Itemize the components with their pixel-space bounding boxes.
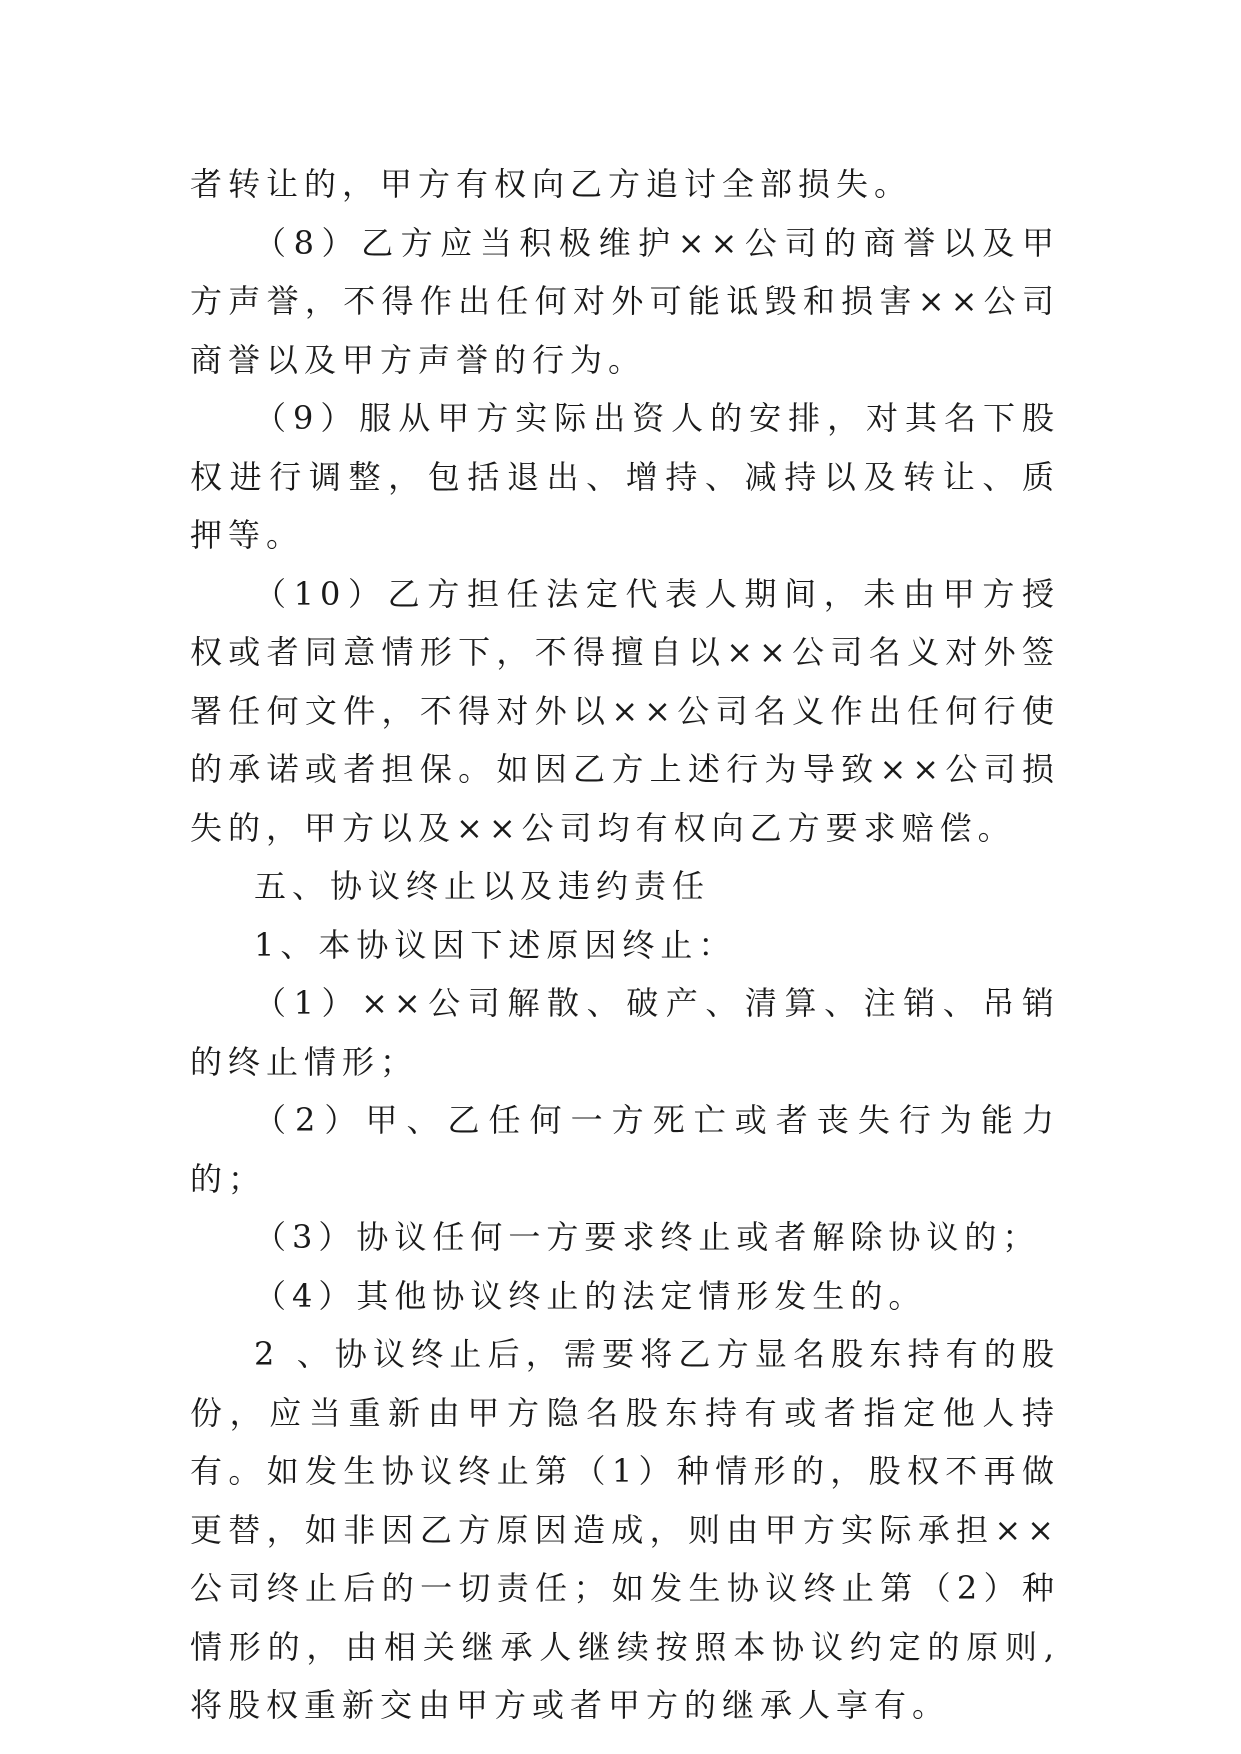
- paragraph-reason-4: （4）其他协议终止的法定情形发生的。: [254, 1276, 927, 1315]
- paragraph-termination-reasons: 1、本协议因下述原因终止：: [254, 925, 737, 964]
- paragraph-reason-3: （3）协议任何一方要求终止或者解除协议的；: [254, 1218, 1041, 1256]
- document-body: [190, 155, 1060, 1735]
- paragraph-reason-1: （1）××公司解散、破产、清算、注销、吊销的终止情形；: [190, 984, 1060, 1081]
- paragraph-continuation: 者转让的，甲方有权向乙方追讨全部损失。: [190, 165, 913, 203]
- section-heading-termination: 五、协议终止以及违约责任: [254, 867, 711, 905]
- paragraph-clause-10: （10）乙方担任法定代表人期间，未由甲方授权或者同意情形下，不得擅自以××公司名义对外签署任何文件，不得对外以××公司名义作出任何行使的承诺或者担保。如因乙方上述行为导致××公司损失的，甲方以及××公司均有权向乙方要求赔偿。: [190, 574, 1060, 847]
- paragraph-clause-9: （9）服从甲方实际出资人的安排，对其名下股权进行调整，包括退出、增持、减持以及转让、质押等。: [190, 399, 1060, 554]
- paragraph-after-termination: 2 、协议终止后，需要将乙方显名股东持有的股份，应当重新由甲方隐名股东持有或者指定他人持有。如发生协议终止第（1）种情形的，股权不再做更替，如非因乙方原因造成，则由甲方实际承担××公司终止后的一切责任；如发生协议终止第（2）种情形的，由相关继承人继续按照本协议约定的原则,将股权重新交由甲方或者甲方的继承人享有。: [190, 1335, 1060, 1724]
- paragraph-clause-8: （8）乙方应当积极维护××公司的商誉以及甲方声誉，不得作出任何对外可能诋毁和损害××公司商誉以及甲方声誉的行为。: [190, 223, 1060, 379]
- paragraph-reason-2: （2）甲、乙任何一方死亡或者丧失行为能力的；: [190, 1101, 1060, 1198]
